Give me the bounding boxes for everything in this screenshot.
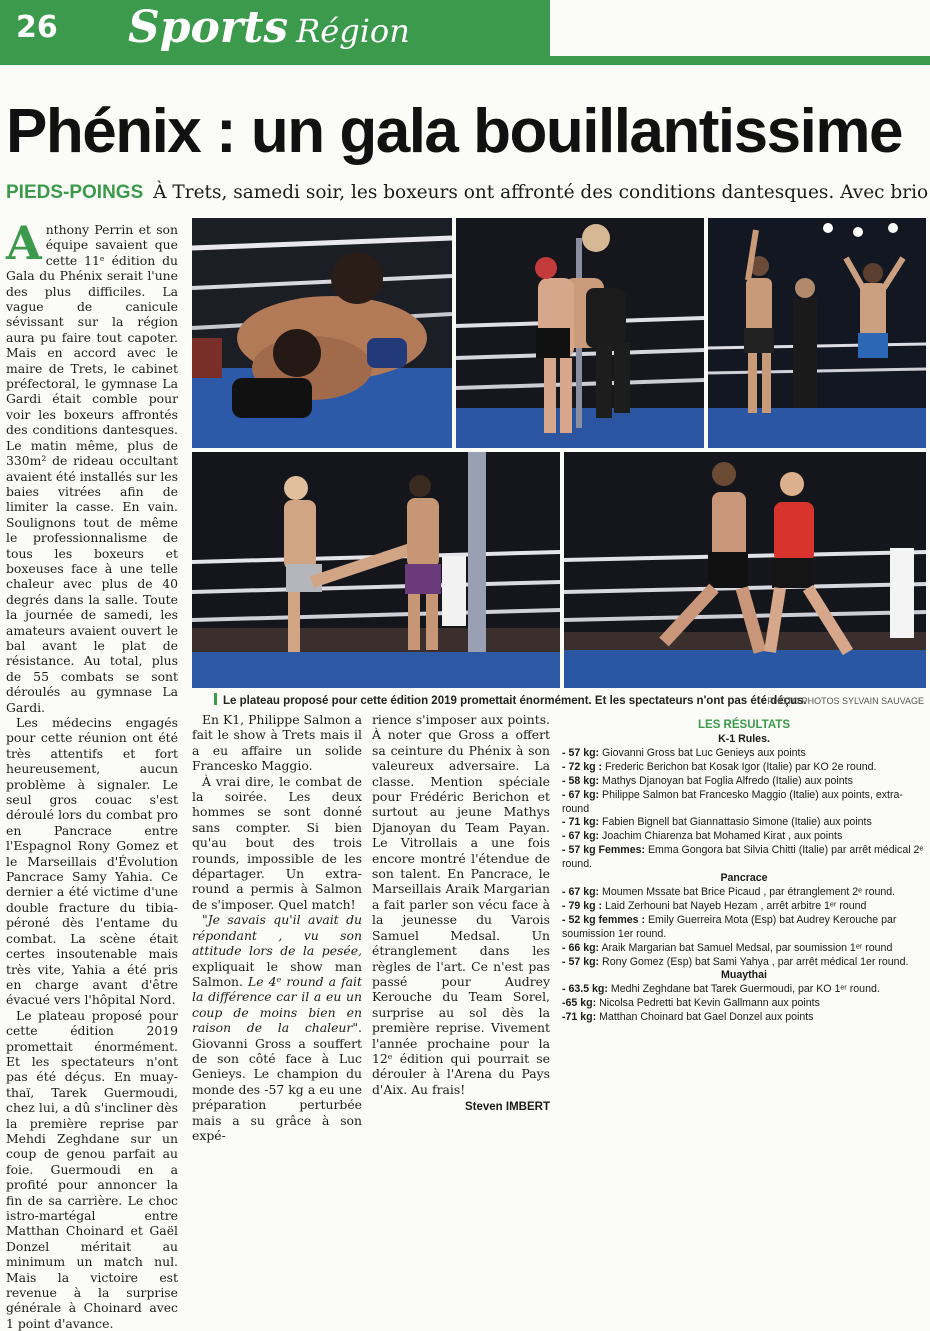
article-column-1 [6,216,178,1331]
photo-women-clinch [456,218,704,448]
article-kicker: PIEDS-POINGS [6,182,144,203]
quote: Le 4ᵉ round a fait la différence car il a eu un coup de moins bien en raison de la chaleur" [192,973,363,1036]
paragraph [6,216,178,715]
caption-marker [214,693,217,705]
article-headline: Phénix : un gala bouillantissime [6,97,902,166]
results-box [562,718,926,1024]
photo-winner-celebration [708,218,926,448]
photo-grid [192,218,926,688]
results-section-title: K-1 Rules. [718,733,770,745]
article-column-3 [372,712,550,1114]
result-row: - 57 kg: Giovanni Gross bat Luc Genieys aux points [562,746,806,759]
result-row: - 58 kg: Mathys Djanoyan bat Foglia Alfredo (Italie) aux points [562,774,853,787]
section-title-main: Sports [128,2,289,53]
article-column-2 [192,712,363,1143]
result-row: -71 kg: Matthan Choinard bat Gael Donzel aux points [562,1011,814,1024]
result-row: - 52 kg femmes : Emily Guerreira Mota (Esp) bat Audrey Kerouche par soumission 1er round. [562,913,897,940]
paragraph: En K1, Philippe Salmon a fait le show à Trets mais il a eu affaire un solide Francesko Maggio. [192,712,362,774]
article-standfirst [6,178,929,208]
results-section-title: Pancrace [720,872,768,885]
article-byline: Steven IMBERT [465,1101,550,1114]
result-row: - 72 kg : Frederic Berichon bat Kosak Igor (Italie) par KO 2e round. [562,760,877,773]
result-row: - 66 kg: Araik Margarian bat Samuel Medsal, par soumission 1ᵉʳ round [562,941,893,954]
paragraph: rience s'imposer aux points. À noter que Gross a offert sa ceinture du Phénix à son valeureux adversaire. La classe. Mention spéciale pour Frédéric Berichon et surtout au jeune Mathys Djanoyan du Team Payan. Le Vitrollais a une fois encore montré l'étendue de son talent. En Pancrace, le Marseillais Araik Margarian a fait parler son vécu face à la jeunesse du Varois Samuel Medsal. Un étranglement dans les règles de l'art. Ce n'est pas passé pour Audrey Kerouche du Team Sorel, surprise au sol dès la première reprise. Vivement l'année prochaine pour la 12ᵉ édition qui pourrait se dérouler à l'Arena du Pays d'Aix. Au frais! [372,712,550,1097]
result-row: - 71 kg: Fabien Bignell bat Giannattasio Simone (Italie) aux points [562,816,872,829]
photo-kick-exchange [192,452,560,688]
result-row: - 67 kg: Philippe Salmon bat Francesko Maggio (Italie) aux points, extra-round [562,788,903,815]
result-row: - 67 kg: Moumen Mssate bat Brice Picaud , par étranglement 2ᵉ round. [562,885,896,898]
paragraph [192,912,362,1143]
result-row: - 57 kg: Rony Gomez (Esp) bat Sami Yahya , par arrêt médical 1er round. [562,955,909,968]
results-title: LES RÉSULTATS [698,719,790,731]
photo-credit: / PHOTO PHOTOS SYLVAIN SAUVAGE [762,696,924,706]
quote: "Je savais qu'il avait du répondant , vu son attitude lors de la pesée, [192,912,362,959]
result-row: - 63.5 kg: Medhi Zeghdane bat Tarek Guermoudi, par KO 1ᵉʳ round. [562,983,880,996]
caption-text: Le plateau proposé pour cette édition 2019 promettait énormément. Et les spectateurs n'ont pas été déçus. [223,695,807,707]
photo-ground-fight [192,218,452,448]
standfirst-text: À Trets, samedi soir, les boxeurs ont affronté des conditions dantesques. Avec brio [153,182,929,203]
paragraph: Les médecins engagés pour cette réunion ont été très attentifs et fort heureusement, aucun problème à signaler. Le seul gros couac s'est déroulé lors du combat pro en Pancrace entre l'Espagnol Rony Gomez et le Marseillais d'Évolution Pancrace Samy Yahia. Ce dernier a été victime d'une double fracture du tibia-péroné dès l'entame du combat. La scène était certes insoutenable mais très vite, Yahia a été pris en charge avant d'être évacué vers l'hôpital Nord. [6,715,178,1008]
paragraph-text: . Giovanni Gross a souffert de son côté face à Luc Genieys. Le champion du monde des -57 kg a eu une préparation perturbée mais a su grâce à son expé- [192,1020,362,1143]
result-row: -65 kg: Nicolsa Pedretti bat Kevin Gallmann aux points [562,997,820,1010]
result-row: - 79 kg : Laid Zerhouni bat Nayeb Hezam , arrêt arbitre 1ᵉʳ round [562,899,867,912]
result-row: - 57 kg Femmes: Emma Gongora bat Silvia Chitti (Italie) par arrêt médical 2ᵉ round. [562,844,924,871]
drop-cap: A [6,216,42,270]
page-number: 26 [16,10,58,45]
section-header-rule [0,56,930,65]
results-section-title: Muaythai [721,969,767,982]
paragraph-text: nthony Perrin et son équipe savaient que cette 11ᵉ édition du Gala du Phénix serait l'une des plus difficiles. La vague de canicule sévissant sur la région aura pu faire tout capoter. Mais en accord avec le maire de Trets, le cabinet préfectoral, le gymnase La Gardi était comble pour voir les boxeurs affrontés des conditions dantesques. Le matin même, plus de 330m² de rideau occultant avaient été installés sur les baies vitrées afin de limiter la casse. En vain. Soulignons tout de même le professionnalisme de tous les boxeurs et boxeuses face à une telle chaleur avec plus de 40 degrés dans la salle. Toute la journée de samedi, les amateurs avaient ouvert le bal avant le plat de résistance. Au total, plus de 55 combats se sont déroulés au gymnase La Gardi. [6,222,178,715]
photo-women-striking [564,452,926,688]
section-title-sub: Région [296,12,410,50]
paragraph: Le plateau proposé pour cette édition 2019 promettait énormément. Et les spectateurs n'ont pas été déçus. En muay-thaï, Tarek Guermoudi, chez lui, a dû s'incliner dès la première reprise par Mehdi Zeghdane sur un coup de genou parfait au foie. Guermoudi en a profité pour annoncer la fin de sa carrière. Le choc istro-martégal entre Matthan Choinard et Gaël Donzel méritait au minimum un match nul. Mais la victoire est revenue à la surprise générale à Choinard avec 1 point d'avance. [6,1007,178,1331]
result-row: - 67 kg: Joachim Chiarenza bat Mohamed Kirat , aux points [562,830,843,843]
paragraph: À vrai dire, le combat de la soirée. Les deux hommes se sont donné sans compter. Si bien qu'au bout des trois rounds, impossible de les départager. Un extra-round a permis à Salmon de s'imposer. Quel match! [192,773,362,912]
paragraph-text: expliquait le show man Salmon. [192,958,362,989]
section-title [128,0,410,56]
